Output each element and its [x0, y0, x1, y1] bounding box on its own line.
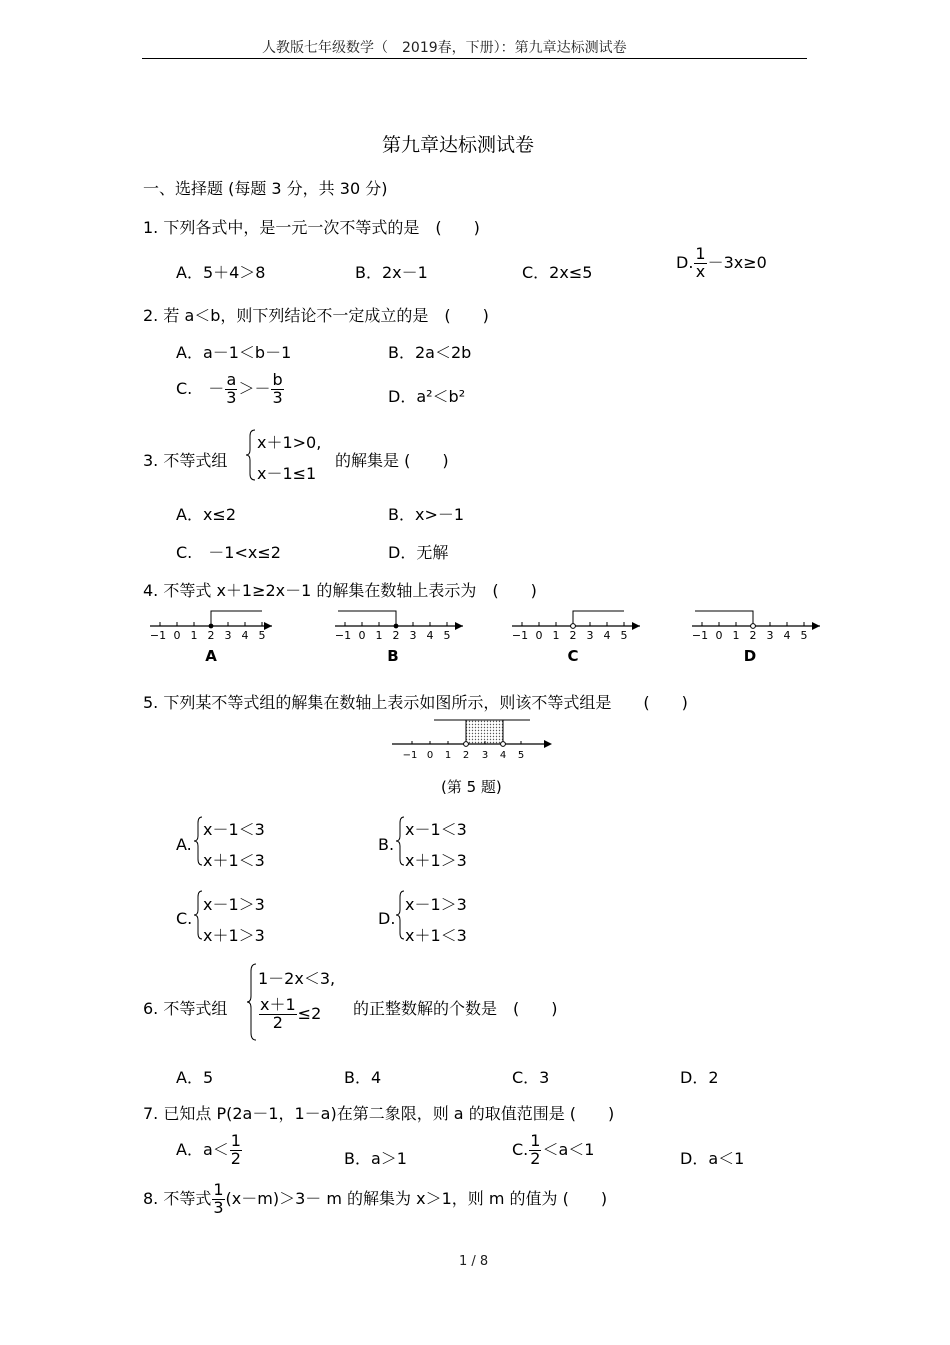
q3-option-d: D．无解 — [388, 543, 449, 562]
q5-c-line-2: x＋1＞3 — [203, 926, 265, 945]
q7-c-prefix: C. — [512, 1139, 529, 1159]
q6-option-d: D．2 — [680, 1068, 719, 1087]
svg-text:3: 3 — [481, 750, 489, 761]
q2-option-c — [176, 372, 285, 407]
svg-text:4: 4 — [499, 750, 507, 761]
question-1-stem: 1. 下列各式中，是一元一次不等式的是 ( ) — [143, 218, 480, 237]
header-rule — [142, 58, 807, 59]
q7-option-c — [512, 1133, 594, 1168]
q5-figure-caption: (第 5 题) — [441, 778, 502, 796]
q5-d-line-1: x－1＞3 — [405, 895, 467, 914]
page-title: 第九章达标测试卷 — [382, 134, 535, 156]
q2-c-numerator-1: a — [226, 370, 237, 389]
q7-option-b: B．a＞1 — [344, 1149, 407, 1168]
svg-text:A: A — [205, 647, 217, 665]
q1-option-a: A．5＋4＞8 — [176, 263, 266, 282]
q5-d-line-2: x＋1＜3 — [405, 926, 467, 945]
q5-a-brace — [193, 815, 203, 867]
svg-text:0: 0 — [426, 750, 434, 761]
q8-prefix: 8. 不等式 — [143, 1188, 212, 1208]
q8-denominator: 3 — [213, 1197, 224, 1217]
q5-option-c-label: C. — [176, 909, 193, 928]
svg-text:2: 2 — [462, 750, 470, 761]
page-number: 1 / 8 — [459, 1254, 489, 1269]
q6-system-line-1: 1－2x＜3, — [258, 969, 336, 988]
q1-option-c: C．2x≤5 — [522, 263, 593, 282]
q5-b-brace — [395, 815, 405, 867]
q1-d-denominator: x — [695, 261, 706, 281]
svg-text:5: 5 — [800, 629, 808, 642]
svg-text:2: 2 — [569, 629, 577, 642]
q7-c-numerator: 1 — [530, 1131, 541, 1150]
svg-text:1: 1 — [444, 750, 452, 761]
question-2-stem: 2. 若 a＜b，则下列结论不一定成立的是 ( ) — [143, 306, 489, 325]
q6-tail: 的正整数解的个数是 ( ) — [353, 999, 558, 1018]
q5-c-brace — [193, 889, 203, 941]
q7-c-denominator: 2 — [530, 1148, 541, 1168]
q7-a-prefix: A．a＜ — [176, 1139, 229, 1159]
svg-text:5: 5 — [443, 629, 451, 642]
question-3-label: 3. 不等式组 — [143, 451, 228, 470]
svg-text:3: 3 — [766, 629, 774, 642]
q2-option-b: B．2a＜2b — [388, 343, 472, 362]
svg-text:−1: −1 — [691, 629, 709, 642]
question-7-stem: 7. 已知点 P(2a－1，1－a)在第二象限，则 a 的取值范围是 ( ) — [143, 1104, 615, 1123]
q6-brace — [246, 962, 258, 1042]
q2-option-a: A．a－1＜b－1 — [176, 343, 292, 362]
q5-c-line-1: x－1＞3 — [203, 895, 265, 914]
q1-d-numerator: 1 — [695, 244, 706, 263]
q1-d-prefix: D. — [676, 252, 694, 272]
q3-option-b: B．x>－1 — [388, 505, 465, 524]
q8-numerator: 1 — [213, 1180, 224, 1199]
q6-option-a: A．5 — [176, 1068, 214, 1087]
svg-text:3: 3 — [586, 629, 594, 642]
svg-text:0: 0 — [535, 629, 543, 642]
svg-text:1: 1 — [732, 629, 740, 642]
svg-text:−1: −1 — [334, 629, 352, 642]
q3-brace — [245, 428, 257, 482]
q4-number-lines — [140, 600, 830, 670]
q8-rest: (x－m)＞3－ m 的解集为 x＞1，则 m 的值为 ( ) — [225, 1188, 608, 1208]
svg-text:1: 1 — [375, 629, 383, 642]
q3-option-c: C. －1<x≤2 — [176, 543, 281, 562]
svg-text:0: 0 — [358, 629, 366, 642]
q7-option-a — [176, 1133, 243, 1168]
question-8-stem — [143, 1182, 607, 1217]
question-6-label: 6. 不等式组 — [143, 999, 228, 1018]
q3-system-line-2: x－1≤1 — [257, 464, 317, 483]
q1-option-b: B．2x－1 — [355, 263, 428, 282]
svg-text:3: 3 — [409, 629, 417, 642]
svg-text:1: 1 — [190, 629, 198, 642]
q1-d-rest: －3x≥0 — [707, 252, 767, 272]
q4-line-c — [512, 611, 640, 665]
svg-text:−1: −1 — [511, 629, 529, 642]
q5-option-b-label: B. — [378, 835, 395, 854]
q2-c-middle: ＞－ — [238, 378, 271, 398]
svg-text:B: B — [387, 647, 399, 665]
svg-text:4: 4 — [783, 629, 791, 642]
svg-text:4: 4 — [241, 629, 249, 642]
q6-frac-rest: ≤2 — [297, 1003, 322, 1023]
svg-text:−1: −1 — [149, 629, 167, 642]
q4-line-d — [692, 611, 820, 665]
svg-text:0: 0 — [173, 629, 181, 642]
q6-frac-numerator: x＋1 — [260, 995, 296, 1014]
q2-c-prefix: C. － — [176, 378, 225, 398]
q3-tail: 的解集是 ( ) — [335, 451, 449, 470]
svg-text:1: 1 — [552, 629, 560, 642]
q5-number-line — [390, 714, 560, 762]
q5-d-brace — [395, 889, 405, 941]
svg-text:4: 4 — [603, 629, 611, 642]
svg-text:5: 5 — [517, 750, 525, 761]
q7-option-d: D．a＜1 — [680, 1149, 745, 1168]
svg-text:D: D — [743, 647, 757, 665]
q6-frac-denominator: 2 — [272, 1012, 283, 1032]
q4-line-a — [150, 611, 272, 665]
q5-a-line-2: x＋1＜3 — [203, 851, 265, 870]
q1-option-d — [676, 246, 767, 281]
q7-a-numerator: 1 — [230, 1131, 241, 1150]
q2-c-denominator-1: 3 — [226, 387, 237, 407]
q3-system-line-1: x＋1>0, — [257, 433, 322, 452]
q6-option-b: B．4 — [344, 1068, 382, 1087]
svg-text:2: 2 — [207, 629, 215, 642]
question-5-stem: 5. 下列某不等式组的解集在数轴上表示如图所示，则该不等式组是 ( ) — [143, 693, 688, 712]
question-4-stem: 4. 不等式 x＋1≥2x－1 的解集在数轴上表示为 ( ) — [143, 581, 537, 600]
svg-text:0: 0 — [715, 629, 723, 642]
q5-a-line-1: x－1＜3 — [203, 820, 265, 839]
section-heading: 一、选择题 (每题 3 分，共 30 分) — [143, 179, 388, 198]
svg-text:−1: −1 — [402, 750, 418, 761]
svg-text:5: 5 — [258, 629, 266, 642]
q7-a-denominator: 2 — [230, 1148, 241, 1168]
q4-line-b — [335, 611, 463, 665]
q5-option-d-label: D. — [378, 909, 396, 928]
svg-text:2: 2 — [392, 629, 400, 642]
svg-text:5: 5 — [620, 629, 628, 642]
q5-b-line-2: x＋1＞3 — [405, 851, 467, 870]
q5-option-a-label: A. — [176, 835, 192, 854]
q7-c-rest: ＜a＜1 — [542, 1139, 595, 1159]
q3-option-a: A．x≤2 — [176, 505, 237, 524]
svg-text:2: 2 — [749, 629, 757, 642]
q2-option-d: D．a²＜b² — [388, 387, 466, 406]
svg-text:C: C — [567, 647, 579, 665]
page-header: 人教版七年级数学（ 2019春，下册）：第九章达标测试卷 — [262, 40, 627, 56]
q2-c-denominator-2: 3 — [272, 387, 283, 407]
q5-b-line-1: x－1＜3 — [405, 820, 467, 839]
svg-text:3: 3 — [224, 629, 232, 642]
svg-text:4: 4 — [426, 629, 434, 642]
q6-option-c: C．3 — [512, 1068, 550, 1087]
q6-system-line-2 — [258, 997, 321, 1032]
q2-c-numerator-2: b — [272, 370, 283, 389]
